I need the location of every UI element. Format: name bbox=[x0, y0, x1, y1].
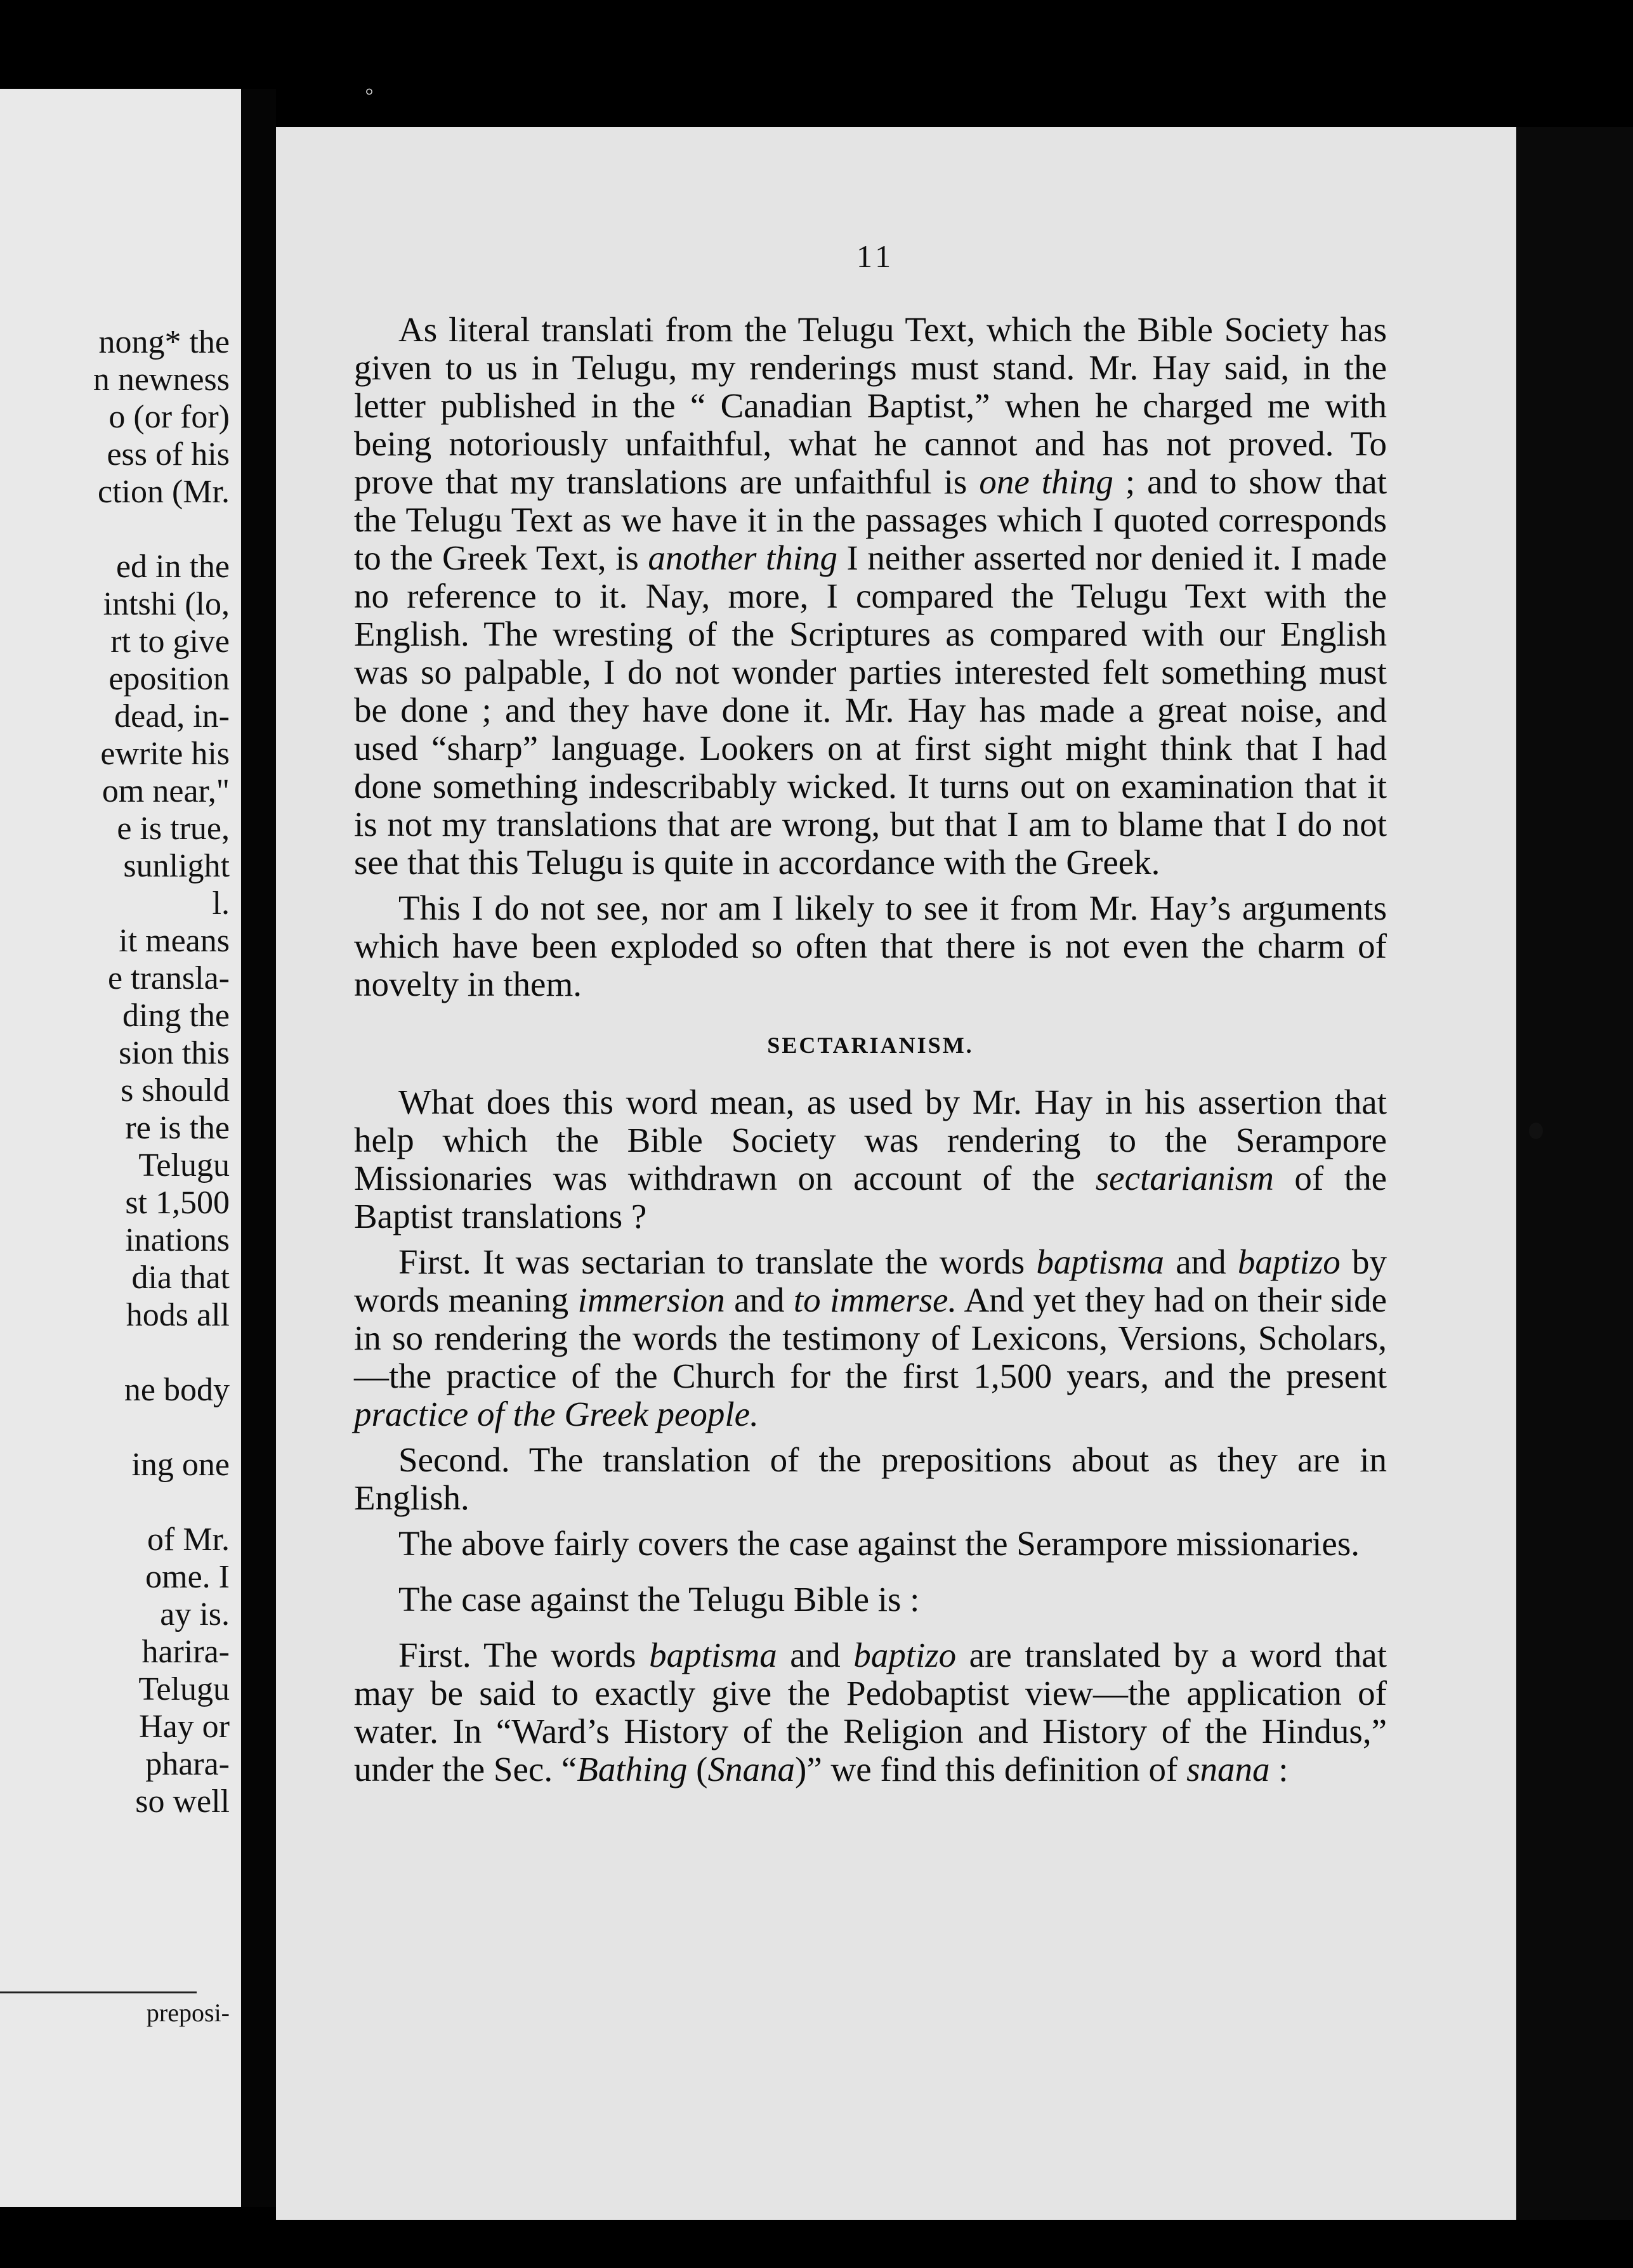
left-text-line: it means bbox=[119, 923, 230, 959]
left-text-line: dead, in- bbox=[114, 698, 230, 734]
left-text-line: ess of his bbox=[107, 436, 230, 472]
paragraph bbox=[354, 1636, 1387, 1789]
left-text-line: dia that bbox=[131, 1260, 230, 1296]
italic-text: snana bbox=[1186, 1750, 1270, 1789]
left-footnote: preposi- bbox=[146, 1998, 230, 2027]
text-run: The above fairly covers the case against the Serampore missionaries. bbox=[398, 1524, 1360, 1563]
italic-text: baptizo bbox=[1237, 1242, 1341, 1281]
left-text-line: nong* the bbox=[98, 324, 230, 360]
left-text-line: ewrite his bbox=[100, 736, 230, 772]
text-run: I neither asserted nor denied it. I made no reference to it. Nay, more, I compared the Telugu Text with the English. The wresting of the Scriptures as compared with our English was so palpable, I do not wonder parties interested felt something must be done ; and they have done it. Mr. Hay has made a great noise, and used “sharp” language. Lookers on at first sight might think that I had done something indescribably wicked. It turns out on examination that it is not my translations that are wrong, but that I am to blame that I do not see that this Telugu is quite in accordance with the Greek. bbox=[354, 538, 1387, 882]
text-run: Second. The translation of the prepositions about as they are in English. bbox=[354, 1440, 1387, 1517]
text-run: First. It was sectarian to translate the words bbox=[398, 1242, 1037, 1281]
paragraph bbox=[354, 1441, 1387, 1517]
text-run: and bbox=[725, 1281, 794, 1319]
left-text-line: hods all bbox=[126, 1297, 230, 1333]
text-run: This I do not see, nor am I likely to see it from Mr. Hay’s arguments which have been exploded so often that there is not even the charm of novelty in them. bbox=[354, 889, 1387, 1003]
section-heading: SECTARIANISM. bbox=[767, 1033, 974, 1058]
text-run: are translated by a word that may be said to exactly give the Pedobaptist view—the application of water. In “Ward’s History of the Religion and History of the Hindus,” under the Sec. “ bbox=[354, 1636, 1387, 1789]
page-number: 11 bbox=[856, 238, 895, 274]
left-text-line: e is true, bbox=[117, 811, 230, 847]
scan-artifact: ◦ bbox=[365, 77, 374, 105]
left-text-line: ction (Mr. bbox=[98, 474, 230, 510]
left-text-line: n newness bbox=[93, 362, 230, 398]
italic-text: one thing bbox=[979, 462, 1113, 501]
paragraph bbox=[354, 1243, 1387, 1433]
left-text-line: of Mr. bbox=[147, 1522, 230, 1558]
left-text-line: om near," bbox=[102, 773, 230, 809]
left-text-line: ay is. bbox=[160, 1596, 230, 1633]
left-text-line: eposition bbox=[108, 661, 230, 697]
text-run: As literal translati from the Telugu Text, which the Bible Society has given to us in Telugu, my renderings must stand. Mr. Hay said, in the letter published in the “ Canadian Baptist,” when he charged me with being notoriously unfaithful, what he cannot and has not proved. To prove that my translations are unfaithful is bbox=[354, 310, 1387, 501]
left-text-line: e transla- bbox=[107, 960, 230, 996]
text-run: And yet they had on their side in so rendering the words the testimony of Lexicons, Versions, Scholars,—the practice of the Church for the first 1,500 years, and the present bbox=[354, 1281, 1387, 1395]
body-text bbox=[354, 311, 1387, 1789]
left-text-line: intshi (lo, bbox=[103, 586, 230, 622]
italic-text: to immerse. bbox=[793, 1281, 957, 1319]
italic-text: baptisma bbox=[1036, 1242, 1165, 1281]
text-run: The case against the Telugu Bible is : bbox=[398, 1580, 920, 1619]
text-run: What does this word mean, as used by Mr. Hay in his assertion that help which the Bible Society was rendering to the Serampore Missionaries was withdrawn on account of the bbox=[354, 1083, 1387, 1197]
paragraph bbox=[354, 1580, 1387, 1619]
text-run: ; and to show that the Telugu Text as we have it in the passages which I quoted corresponds to the Greek Text, is bbox=[354, 462, 1387, 577]
left-text-line: ne body bbox=[124, 1372, 230, 1408]
text-run: and bbox=[777, 1636, 854, 1674]
ink-blot bbox=[1529, 1123, 1543, 1139]
left-text-line: s should bbox=[121, 1072, 230, 1109]
left-text-line: o (or for) bbox=[108, 399, 230, 435]
left-text-line: l. bbox=[212, 885, 230, 922]
book-gutter bbox=[241, 89, 276, 2207]
text-run: : bbox=[1269, 1750, 1289, 1789]
left-text-line: re is the bbox=[125, 1110, 230, 1146]
left-text-line: ed in the bbox=[115, 549, 230, 585]
left-text-line: inations bbox=[125, 1222, 230, 1258]
text-run: First. The words bbox=[398, 1636, 650, 1674]
italic-text: sectarianism bbox=[1095, 1159, 1274, 1197]
footnote-rule bbox=[0, 1991, 197, 1993]
italic-text: baptisma bbox=[649, 1636, 777, 1674]
page-edge-shadow bbox=[1516, 127, 1633, 2220]
left-page-fragment bbox=[0, 89, 241, 2207]
left-text-line: harira- bbox=[141, 1634, 230, 1670]
paragraph bbox=[354, 311, 1387, 882]
left-text-line: ing one bbox=[131, 1447, 230, 1483]
left-text-line: st 1,500 bbox=[125, 1185, 230, 1221]
italic-text: immersion bbox=[577, 1281, 725, 1319]
italic-text: practice of the Greek people. bbox=[354, 1395, 759, 1433]
text-run: and bbox=[1164, 1242, 1238, 1281]
left-text-line: phara- bbox=[145, 1746, 230, 1782]
text-run: ( bbox=[687, 1750, 708, 1789]
left-text-line: rt to give bbox=[110, 623, 230, 660]
text-run: by words meaning bbox=[354, 1242, 1387, 1319]
left-text-line: Telugu bbox=[138, 1147, 230, 1183]
italic-text: Snana bbox=[707, 1750, 795, 1789]
italic-text: Bathing bbox=[577, 1750, 688, 1789]
italic-text: another thing bbox=[648, 538, 838, 577]
paragraph bbox=[354, 889, 1387, 1003]
left-text-line: sunlight bbox=[123, 848, 230, 884]
paragraph bbox=[354, 1083, 1387, 1235]
text-run: of the Baptist translations ? bbox=[354, 1159, 1387, 1235]
left-text-line: ding the bbox=[122, 998, 230, 1034]
italic-text: baptizo bbox=[853, 1636, 957, 1674]
text-run: )” we find this definition of bbox=[795, 1750, 1187, 1789]
left-text-line: Hay or bbox=[139, 1709, 230, 1745]
left-text-line: ome. I bbox=[145, 1559, 230, 1595]
left-text-line: so well bbox=[135, 1783, 230, 1820]
left-text-line: sion this bbox=[119, 1035, 230, 1071]
paragraph bbox=[354, 1525, 1387, 1563]
left-text-line: Telugu bbox=[138, 1671, 230, 1707]
